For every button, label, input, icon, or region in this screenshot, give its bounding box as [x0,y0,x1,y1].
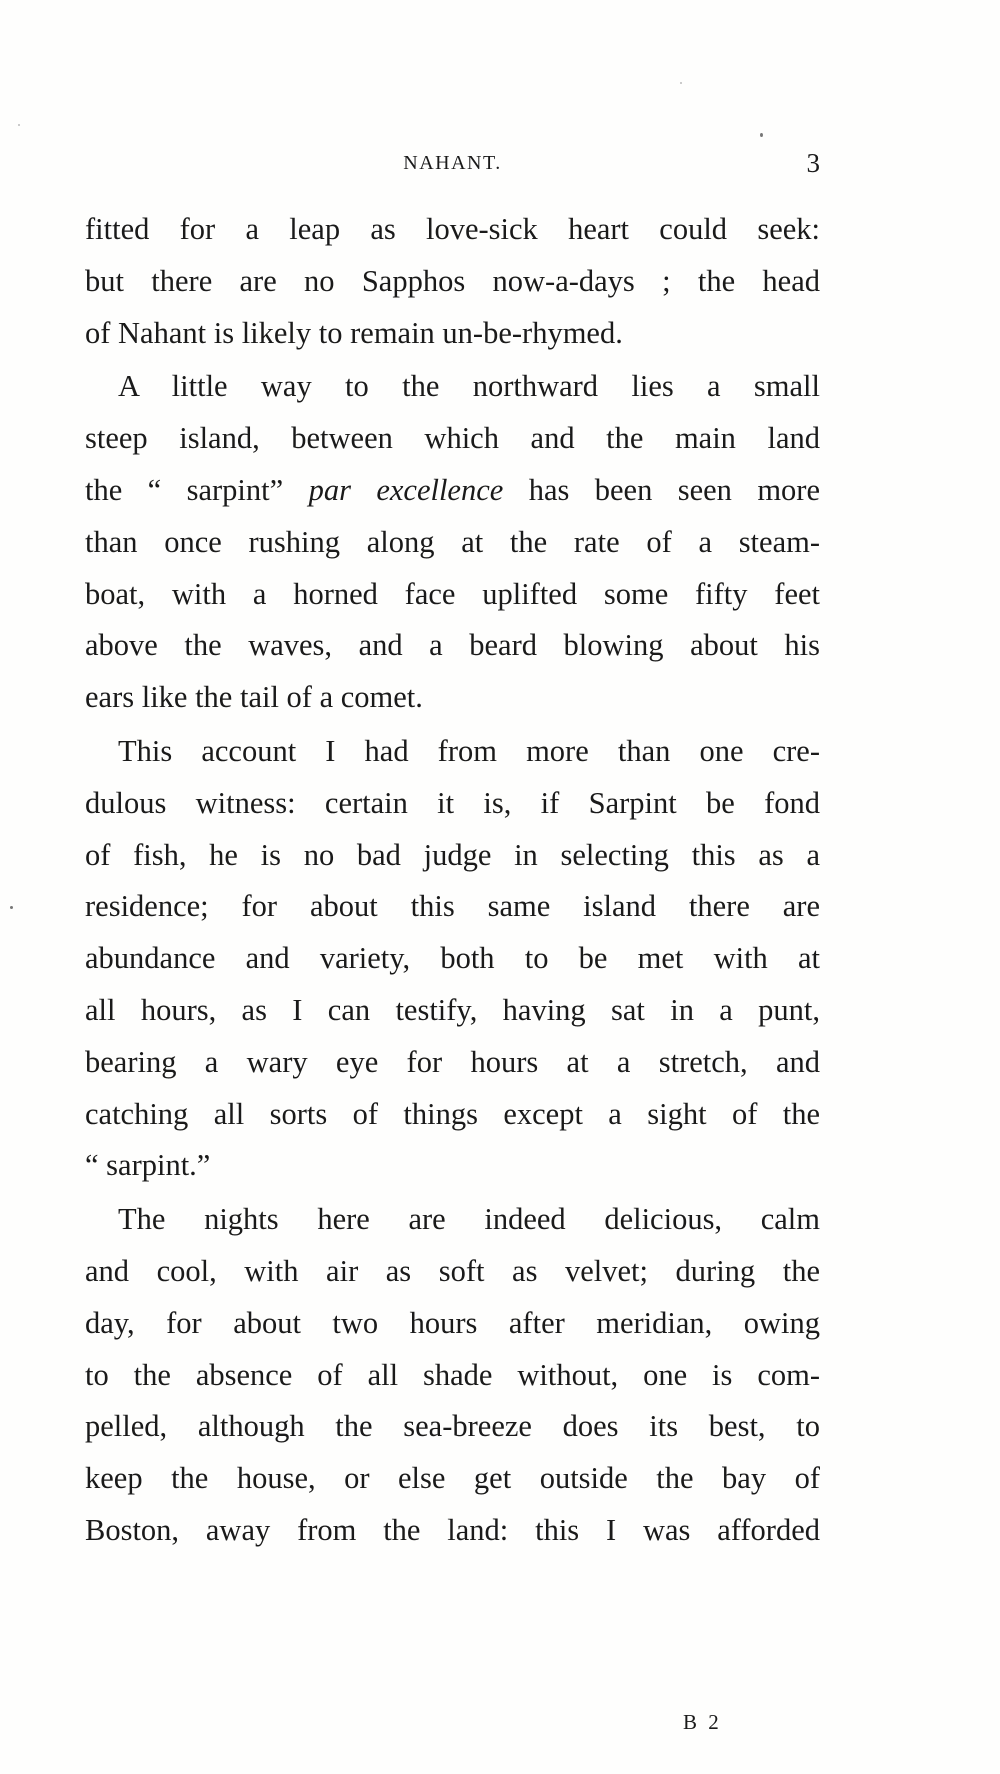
text-line: The nights here are indeed delicious, calm [118,1202,820,1237]
text-line: keep the house, or else get outside the bay of [85,1461,820,1496]
page-number: 3 [806,148,820,178]
paragraph [85,361,820,724]
text-run: has been seen more [503,472,820,507]
body-text [85,204,820,1557]
text-line: abundance and variety, both to be met with at [85,941,820,976]
text-line: This account I had from more than one cre- [118,733,820,768]
signature-mark: B 2 [683,1710,722,1734]
text-line [85,465,820,517]
text-line: to the absence of all shade without, one is com- [85,1357,820,1392]
text-line: fitted for a leap as love-sick heart could seek: [85,212,820,246]
text-line: “ sarpint.” [85,1148,211,1183]
text-line: pelled, although the sea-breeze does its best, to [85,1409,820,1444]
paragraph [85,204,820,359]
print-speck [760,133,763,137]
text-line: catching all sorts of things except a sight of the [85,1096,820,1131]
italic-phrase: par excellence [308,472,504,507]
text-line: Boston, away from the land: this I was afforded [85,1512,820,1547]
text-line: of Nahant is likely to remain un-be-rhymed. [85,315,623,350]
text-line: and cool, with air as soft as velvet; during the [85,1253,820,1288]
running-head [85,148,820,178]
text-run: the “ sarpint” [85,472,309,507]
text-line: than once rushing along at the rate of a steam- [85,524,820,559]
print-speck [10,906,13,909]
paragraph [85,726,820,1192]
text-line: all hours, as I can testify, having sat in a punt, [85,992,820,1027]
paragraph [85,1194,820,1557]
text-line: boat, with a horned face uplifted some fifty feet [85,576,820,611]
text-line: steep island, between which and the main land [85,421,820,456]
text-line: but there are no Sapphos now-a-days ; the head [85,263,820,298]
text-line: bearing a wary eye for hours at a stretch, and [85,1044,820,1079]
print-speck [18,124,20,126]
text-line: ears like the tail of a comet. [85,680,423,715]
text-line: residence; for about this same island there are [85,889,820,924]
text-line: day, for about two hours after meridian, owing [85,1305,820,1340]
text-line: above the waves, and a beard blowing about his [85,628,820,663]
text-line: of fish, he is no bad judge in selecting this as a [85,837,820,872]
text-line: dulous witness: certain it is, if Sarpint be fond [85,785,820,820]
print-speck [680,82,682,84]
running-title: NAHANT. [403,152,502,174]
text-line: A little way to the northward lies a small [118,369,820,404]
